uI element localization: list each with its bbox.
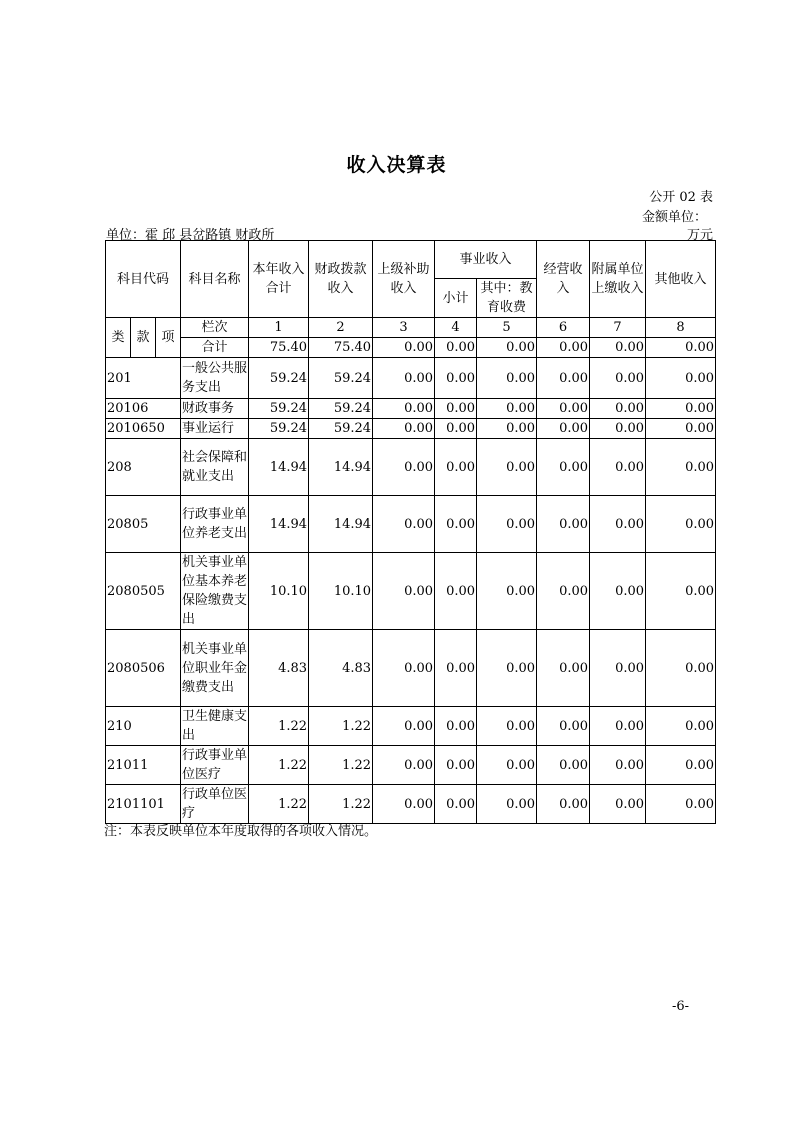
header-total: 本年收入合计 (249, 241, 309, 318)
row-value: 4.83 (249, 630, 309, 707)
row-value: 0.00 (646, 496, 716, 553)
row-value: 0.00 (537, 553, 590, 630)
header-subtotal: 小计 (435, 279, 477, 318)
row-value: 0.00 (373, 419, 435, 439)
row-value: 0.00 (537, 496, 590, 553)
row-value: 14.94 (309, 439, 373, 496)
row-value: 0.00 (477, 419, 537, 439)
row-value: 0.00 (477, 553, 537, 630)
row-value: 0.00 (435, 553, 477, 630)
row-value: 59.24 (309, 419, 373, 439)
row-value: 0.00 (373, 399, 435, 419)
form-number: 公开 02 表 (649, 190, 713, 205)
page-number: -6- (671, 999, 689, 1014)
row-value: 0.00 (646, 439, 716, 496)
row-value: 1.22 (309, 746, 373, 785)
row-name: 卫生健康支出 (181, 707, 249, 746)
footnote: 注：本表反映单位本年度取得的各项收入情况。 (104, 824, 378, 839)
row-value: 0.00 (590, 746, 646, 785)
table-row (106, 630, 716, 707)
row-value: 0.00 (537, 785, 590, 824)
row-name: 社会保障和就业支出 (181, 439, 249, 496)
row-value: 0.00 (537, 399, 590, 419)
row-value: 59.24 (249, 358, 309, 399)
row-value: 0.00 (537, 439, 590, 496)
header-code: 科目代码 (106, 241, 181, 318)
row-code: 20805 (106, 496, 181, 553)
row-value: 0.00 (646, 746, 716, 785)
col-num: 4 (435, 318, 477, 338)
row-name: 机关事业单位职业年金缴费支出 (181, 630, 249, 707)
row-code: 210 (106, 707, 181, 746)
row-value: 0.00 (477, 358, 537, 399)
row-value: 59.24 (249, 419, 309, 439)
row-name: 事业运行 (181, 419, 249, 439)
row-value: 0.00 (537, 358, 590, 399)
row-value: 0.00 (373, 358, 435, 399)
row-value: 0.00 (373, 496, 435, 553)
row-value: 0.00 (373, 785, 435, 824)
row-value: 0.00 (646, 785, 716, 824)
row-value: 4.83 (309, 630, 373, 707)
row-value: 0.00 (590, 553, 646, 630)
total-value: 75.40 (249, 338, 309, 358)
row-value: 0.00 (373, 630, 435, 707)
header-xiang: 项 (156, 318, 181, 358)
row-value: 14.94 (309, 496, 373, 553)
row-code: 21011 (106, 746, 181, 785)
row-value: 0.00 (590, 630, 646, 707)
col-num: 1 (249, 318, 309, 338)
row-value: 0.00 (435, 785, 477, 824)
income-table (105, 240, 716, 824)
row-code: 208 (106, 439, 181, 496)
header-career: 事业收入 (435, 241, 537, 279)
row-code: 2080506 (106, 630, 181, 707)
total-value: 0.00 (373, 338, 435, 358)
total-value: 0.00 (646, 338, 716, 358)
row-value: 0.00 (537, 630, 590, 707)
row-value: 0.00 (373, 553, 435, 630)
table-row (106, 419, 716, 439)
header-superior: 上级补助收入 (373, 241, 435, 318)
row-value: 0.00 (477, 707, 537, 746)
amount-unit-value: 万元 (686, 228, 713, 243)
col-num: 8 (646, 318, 716, 338)
row-value: 0.00 (373, 439, 435, 496)
total-value: 0.00 (477, 338, 537, 358)
row-value: 0.00 (435, 358, 477, 399)
total-value: 0.00 (537, 338, 590, 358)
row-value: 0.00 (477, 785, 537, 824)
row-value: 0.00 (435, 707, 477, 746)
row-code: 2101101 (106, 785, 181, 824)
row-value: 0.00 (477, 496, 537, 553)
organization-label: 单位：霍 邱 县岔路镇 财政所 (106, 228, 275, 243)
row-value: 0.00 (537, 419, 590, 439)
total-value: 75.40 (309, 338, 373, 358)
total-value: 0.00 (435, 338, 477, 358)
total-label: 合计 (181, 338, 249, 358)
row-value: 0.00 (435, 496, 477, 553)
table-row (106, 553, 716, 630)
header-lanci: 栏次 (181, 318, 249, 338)
row-code: 20106 (106, 399, 181, 419)
row-code: 2080505 (106, 553, 181, 630)
table-row (106, 496, 716, 553)
header-name: 科目名称 (181, 241, 249, 318)
row-name: 行政单位医疗 (181, 785, 249, 824)
row-value: 0.00 (537, 707, 590, 746)
row-value: 0.00 (590, 399, 646, 419)
header-fiscal: 财政拨款收入 (309, 241, 373, 318)
row-value: 0.00 (477, 630, 537, 707)
amount-unit-label: 金额单位： (641, 210, 707, 225)
row-value: 14.94 (249, 439, 309, 496)
row-value: 1.22 (249, 785, 309, 824)
col-num: 3 (373, 318, 435, 338)
row-value: 1.22 (309, 785, 373, 824)
col-num: 5 (477, 318, 537, 338)
header-affiliated: 附属单位上缴收入 (590, 241, 646, 318)
row-name: 财政事务 (181, 399, 249, 419)
row-name: 行政事业单位养老支出 (181, 496, 249, 553)
table-row (106, 785, 716, 824)
row-code: 201 (106, 358, 181, 399)
row-value: 0.00 (537, 746, 590, 785)
row-value: 0.00 (646, 630, 716, 707)
row-name: 一般公共服务支出 (181, 358, 249, 399)
row-name: 机关事业单位基本养老保险缴费支出 (181, 553, 249, 630)
row-value: 10.10 (309, 553, 373, 630)
header-kuan: 款 (131, 318, 156, 358)
row-value: 0.00 (435, 439, 477, 496)
header-edu: 其中：教育收费 (477, 279, 537, 318)
header-lei: 类 (106, 318, 131, 358)
table-row (106, 439, 716, 496)
row-value: 0.00 (590, 785, 646, 824)
row-value: 0.00 (435, 419, 477, 439)
total-value: 0.00 (590, 338, 646, 358)
row-value: 0.00 (646, 553, 716, 630)
row-value: 0.00 (435, 630, 477, 707)
col-num: 6 (537, 318, 590, 338)
row-value: 0.00 (590, 707, 646, 746)
row-value: 0.00 (477, 746, 537, 785)
row-value: 59.24 (249, 399, 309, 419)
row-code: 2010650 (106, 419, 181, 439)
row-name: 行政事业单位医疗 (181, 746, 249, 785)
row-value: 0.00 (646, 707, 716, 746)
row-value: 0.00 (435, 399, 477, 419)
row-value: 1.22 (249, 746, 309, 785)
row-value: 59.24 (309, 399, 373, 419)
row-value: 0.00 (373, 707, 435, 746)
table-row (106, 707, 716, 746)
row-value: 0.00 (590, 419, 646, 439)
row-value: 0.00 (477, 439, 537, 496)
table-row (106, 358, 716, 399)
row-value: 0.00 (590, 496, 646, 553)
row-value: 0.00 (590, 358, 646, 399)
table-row (106, 746, 716, 785)
row-value: 0.00 (477, 399, 537, 419)
col-num: 2 (309, 318, 373, 338)
row-value: 10.10 (249, 553, 309, 630)
row-value: 0.00 (646, 419, 716, 439)
row-value: 0.00 (646, 399, 716, 419)
row-value: 59.24 (309, 358, 373, 399)
row-value: 14.94 (249, 496, 309, 553)
header-operating: 经营收入 (537, 241, 590, 318)
col-num: 7 (590, 318, 646, 338)
table-row (106, 399, 716, 419)
header-other: 其他收入 (646, 241, 716, 318)
row-value: 1.22 (249, 707, 309, 746)
row-value: 0.00 (373, 746, 435, 785)
row-value: 0.00 (646, 358, 716, 399)
row-value: 0.00 (590, 439, 646, 496)
page-title: 收入决算表 (346, 154, 447, 176)
row-value: 0.00 (435, 746, 477, 785)
row-value: 1.22 (309, 707, 373, 746)
